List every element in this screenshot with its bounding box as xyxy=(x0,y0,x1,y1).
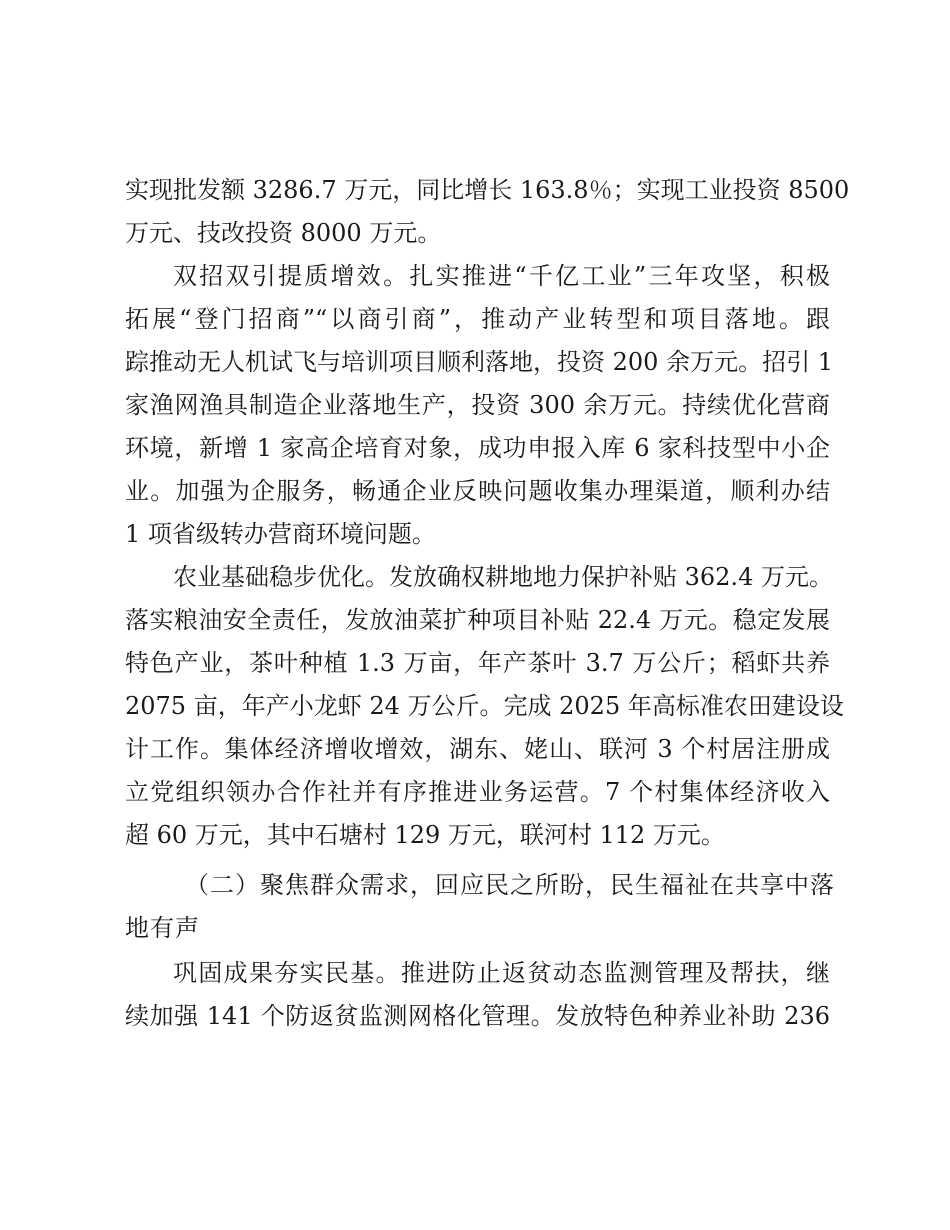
text-line-2: 万元、技改投资 8000 万元。 xyxy=(125,219,442,247)
text-line-6: 家渔网渔具制造企业落地生产，投资 300 余万元。持续优化营商 xyxy=(125,391,830,419)
text-line-7: 环境，新增 1 家高企培育对象，成功申报入库 6 家科技型中小企 xyxy=(125,434,830,462)
text-line-11: 落实粮油安全责任，发放油菜扩种项目补贴 22.4 万元。稳定发展 xyxy=(125,606,830,634)
text-line-1: 实现批发额 3286.7 万元，同比增长 163.8％；实现工业投资 8500 xyxy=(125,176,850,204)
text-line-5: 踪推动无人机试飞与培训项目顺利落地，投资 200 余万元。招引 1 xyxy=(125,348,833,376)
text-line-4: 拓展“登门招商”“以商引商”，推动产业转型和项目落地。跟 xyxy=(125,305,830,333)
paragraph-poverty-heading-line: 巩固成果夯实民基。推进防止返贫动态监测管理及帮扶，继 xyxy=(173,959,830,987)
paragraph-agriculture-heading-line: 农业基础稳步优化。发放确权耕地地力保护补贴 362.4 万元。 xyxy=(173,563,833,591)
text-line-16: 超 60 万元，其中石塘村 129 万元，联河村 112 万元。 xyxy=(125,821,725,849)
text-line-12: 特色产业，茶叶种植 1.3 万亩，年产茶叶 3.7 万公斤；稻虾共养 xyxy=(125,649,830,677)
section-heading-line-1: （二）聚焦群众需求，回应民之所盼，民生福祉在共享中落 xyxy=(185,871,835,899)
paragraph-investment-heading-line: 双招双引提质增效。扎实推进“千亿工业”三年攻坚，积极 xyxy=(173,262,830,290)
text-line-8: 业。加强为企服务，畅通企业反映问题收集办理渠道，顺利办结 xyxy=(125,477,830,505)
section-heading-line-2: 地有声 xyxy=(125,914,200,942)
text-line-9: 1 项省级转办营商环境问题。 xyxy=(125,520,436,548)
text-line-13: 2075 亩，年产小龙虾 24 万公斤。完成 2025 年高标准农田建设设 xyxy=(125,692,844,720)
text-line-14: 计工作。集体经济增收增效，湖东、姥山、联河 3 个村居注册成 xyxy=(125,735,830,763)
text-line-15: 立党组织领办合作社并有序推进业务运营。7 个村集体经济收入 xyxy=(125,778,830,806)
text-line-20: 续加强 141 个防返贫监测网格化管理。发放特色种养业补助 236 xyxy=(125,1002,830,1030)
